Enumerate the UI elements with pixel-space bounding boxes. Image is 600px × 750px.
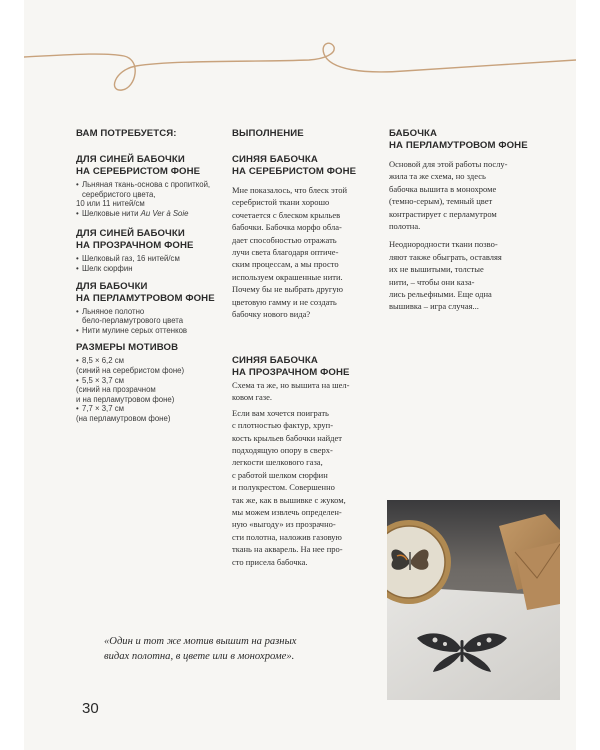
list-item: • Шелк сюрфин — [76, 263, 133, 273]
size-note: и на перламутровом фоне) — [76, 394, 175, 404]
paragraph: Мне показалось, что блеск этой серебристой ткани хорошо сочетается с блеском крыльев бабочки. Бабочка морфо обла- дает способностью отражать лучи света благодаря оптиче- ским процессам, а мы просто используем окрашенные нити. Почему бы не выбрать другую цветовую гамму и не создать бабочку нового вида? — [232, 185, 348, 320]
section-title: НА ПЕРЛАМУТРОВОМ ФОНЕ — [76, 292, 215, 304]
section-title: СИНЯЯ БАБОЧКА — [232, 355, 318, 366]
list-item: • Шелковый газ, 16 нитей/см — [76, 254, 180, 264]
execution-section-transparent — [232, 355, 382, 568]
paragraph: Неоднородности ткани позво- ляют также обыграть, оставляя их не вышитыми, толстые нити, – чтобы они каза- лись рельефными. Еще одна вышивка – игра случая... — [389, 239, 502, 312]
execution-column — [232, 128, 382, 320]
pearl-column — [389, 128, 549, 313]
size-item: • 7,7 × 3,7 см — [76, 404, 124, 414]
materials-header: ВАМ ПОТРЕБУЕТСЯ: — [76, 128, 177, 139]
section-title: НА СЕРЕБРИСТОМ ФОНЕ — [76, 166, 201, 177]
embroidery-photo — [387, 500, 560, 700]
section-title: НА ПРОЗРАЧНОМ ФОНЕ — [76, 240, 194, 252]
sizes-title: РАЗМЕРЫ МОТИВОВ — [76, 342, 179, 354]
materials-section-blue-silver — [76, 154, 226, 218]
section-title: ДЛЯ БАБОЧКИ — [76, 280, 148, 292]
paragraph: Основой для этой работы послу- жила та же схема, но здесь бабочка вышита в монохроме (темно-серым), темный цвет контрастирует с перламутром полотна. — [389, 159, 508, 232]
list-item: • Льняное полотно — [76, 306, 145, 316]
section-title: НА СЕРЕБРИСТОМ ФОНЕ — [232, 166, 357, 177]
execution-header: ВЫПОЛНЕНИЕ — [232, 128, 304, 139]
list-item: • Нити мулине серых оттенков — [76, 325, 188, 335]
book-page — [24, 0, 576, 750]
size-note: (синий на серебристом фоне) — [76, 365, 185, 375]
motif-sizes — [76, 342, 226, 423]
size-note: (на перламутровом фоне) — [76, 413, 171, 423]
size-item: • 5,5 × 3,7 см — [76, 375, 124, 385]
list-item: • Шелковые нити Au Ver à Soie — [76, 208, 189, 218]
section-title: БАБОЧКА — [389, 128, 438, 139]
section-title: НА ПРОЗРАЧНОМ ФОНЕ — [232, 367, 350, 378]
section-title: НА ПЕРЛАМУТРОВОМ ФОНЕ — [389, 140, 528, 151]
section-title: ДЛЯ СИНЕЙ БАБОЧКИ — [76, 154, 185, 165]
list-item-cont: серебристого цвета, — [82, 189, 156, 199]
paragraph: Схема та же, но вышита на шел- ковом газе. — [232, 380, 350, 403]
materials-section-blue-transparent — [76, 228, 226, 273]
page-number: 30 — [82, 700, 99, 717]
materials-column — [76, 128, 226, 431]
list-item: • Льняная ткань-основа с пропиткой, — [76, 180, 211, 189]
materials-section-pearl — [76, 281, 226, 336]
paragraph: Если вам хочется поиграть с плотностью фактур, хруп- кость крыльев бабочки найдет подходящую опору в сверх- легкости шелкового газа, с работой шелком сюрфин и полукрестом. Совершенно так же, как в вышивке с жуком, мы можем извлечь определен- ную «выгоду» из прозрачно- сти полотна, наложив газовую ткань на акварель. На нее про- сто присела бабочка. — [232, 407, 346, 567]
section-title: ДЛЯ СИНЕЙ БАБОЧКИ — [76, 228, 185, 240]
list-item-cont: бело-перламутрового цвета — [82, 316, 184, 326]
section-title: СИНЯЯ БАБОЧКА — [232, 154, 318, 165]
pull-quote: «Один и тот же мотив вышит на разных видах полотна, в цвете или в монохроме». — [104, 636, 297, 662]
decorative-swirl-line — [24, 30, 576, 110]
size-item: • 8,5 × 6,2 см — [76, 356, 124, 366]
size-note: (синий на прозрачном — [76, 385, 156, 395]
list-item-cont: 10 или 11 нитей/см — [76, 199, 145, 209]
